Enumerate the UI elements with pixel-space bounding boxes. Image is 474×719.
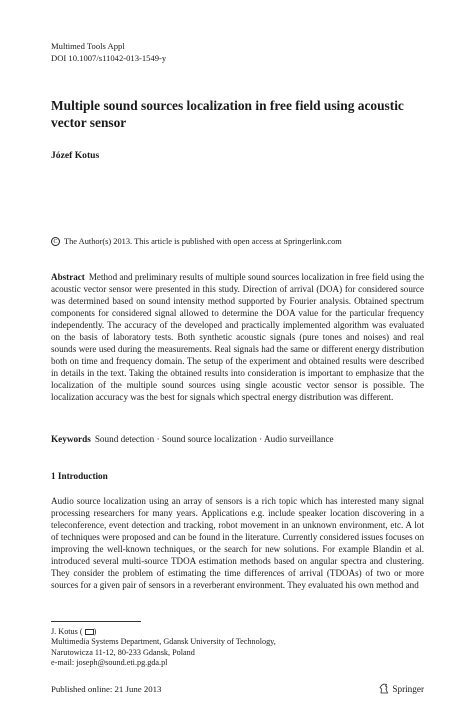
section-body: Audio source localization using an array of sensors is a rich topic which has interested many signal processing researchers for many years. Applications e.g. include speaker location discovering in a teleconference, event detection and tracking, robot movement in an unknown environment, etc. A lot of techniques were proposed and can be found in the literature. Currently considered issues focuses on improving the well-known techniques, or the search for new solutions. For example Blandin et al. introduced several multi-source TDOA estimation methods based on angular spectra and clustering. They consider the problem of estimating the time differences of arrival (TDOAs) of two or more sources for a given pair of sensors in a reverberant environment. They evaluated his own method and <box>51 496 424 590</box>
keywords-heading: Keywords <box>51 434 91 444</box>
footnote-divider <box>51 621 141 622</box>
abstract <box>51 272 424 403</box>
affiliation-dept: Multimedia Systems Department, Gdansk University of Technology, <box>51 637 276 647</box>
envelope-icon <box>85 629 94 636</box>
affiliation-email[interactable]: e-mail: joseph@sound.eti.pg.gda.pl <box>51 658 168 668</box>
journal-doi: DOI 10.1007/s11042-013-1549-y <box>51 52 167 63</box>
keywords <box>51 434 334 444</box>
paper-title: Multiple sound sources localization in free field using acoustic vector sensor <box>51 98 404 130</box>
affiliation-address: Narutowicza 11-12, 80-233 Gdansk, Poland <box>51 647 195 657</box>
springer-horse-icon <box>379 683 389 694</box>
copyright-icon: C <box>51 237 60 246</box>
journal-name: Multimed Tools Appl <box>51 41 125 51</box>
journal-header <box>51 41 166 64</box>
abstract-heading: Abstract <box>51 272 85 282</box>
section-heading: 1 Introduction <box>51 471 108 481</box>
publisher-logo <box>379 683 424 694</box>
author-name: Józef Kotus <box>51 150 100 161</box>
published-date: Published online: 21 June 2013 <box>51 684 162 694</box>
affiliation-name: J. Kotus <box>51 627 78 636</box>
copyright-text: The Author(s) 2013. This article is published with open access at Springerlink.com <box>64 237 342 246</box>
copyright-line <box>51 237 342 246</box>
affiliation: J. Kotus ( ) Multimedia Systems Department, Gdansk University of Technology, Narutowicza 11-12, 80-233 Gdansk, Poland e-mail: joseph@sound.eti.pg.gda.pl <box>51 627 276 668</box>
keywords-text: Sound detection · Sound source localization · Audio surveillance <box>94 434 334 444</box>
publisher-name: Springer <box>392 683 424 694</box>
abstract-text: Method and preliminary results of multiple sound sources localization in free field using the acoustic vector sensor were presented in this study. Direction of arrival (DOA) for considered source was determined based on sound intensity method supported by Fourier analysis. Obtained spectrum components for considered signal allowed to determine the DOA value for the particular frequency independently. The accuracy of the developed and practically implemented algorithm was evaluated on the basis of laboratory tests. Both synthetic acoustic signals (pure tones and noises) and real sounds were used during the measurements. Real signals had the same or different energy distribution both on time and frequency domain. The setup of the experiment and obtained results were described in details in the text. Taking the obtained results into consideration is important to emphasize that the localization of the multiple sound sources using single acoustic vector sensor is possible. The localization accuracy was the best for signals which spectral energy distribution was different. <box>51 272 424 402</box>
